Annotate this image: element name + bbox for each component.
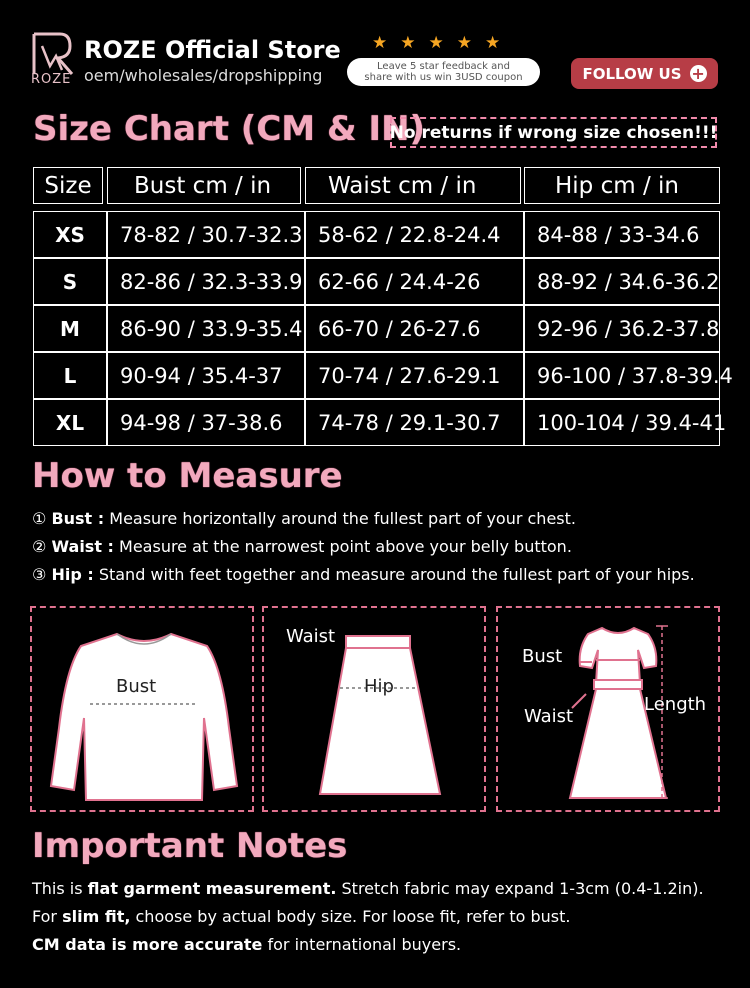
header-bust: Bust cm / in xyxy=(107,167,301,204)
star-icon: ★ xyxy=(428,33,444,53)
top-measure-figure xyxy=(30,606,254,812)
instruction-bust xyxy=(32,509,576,528)
store-name: ROZE Official Store xyxy=(84,36,341,64)
header-size: Size xyxy=(33,167,103,204)
star-icon: ★ xyxy=(372,33,388,53)
instruction-hip xyxy=(32,565,695,584)
note-text: For xyxy=(32,907,63,926)
top-bust-label: Bust xyxy=(116,676,157,697)
skirt-measure-figure xyxy=(262,606,486,812)
follow-us-label: FOLLOW US xyxy=(582,64,682,83)
star-icon: ★ xyxy=(400,33,416,53)
instruction-label: Hip : xyxy=(51,565,94,584)
important-notes-title: Important Notes xyxy=(32,826,348,866)
feedback-line-2: share with us win 3USD coupon xyxy=(364,72,523,83)
instruction-text: Measure horizontally around the fullest part of your chest. xyxy=(104,509,576,528)
header-hip: Hip cm / in xyxy=(524,167,720,204)
note-bold: CM data is more accurate xyxy=(32,935,263,954)
instruction-waist xyxy=(32,537,572,556)
return-warning: No returns if wrong size chosen!!! xyxy=(390,117,717,148)
bust-value-cell: 86-90 / 33.9-35.4 xyxy=(107,305,305,352)
size-label-cell: L xyxy=(33,352,107,399)
long-sleeve-top-icon xyxy=(32,608,256,814)
feedback-banner xyxy=(347,58,540,86)
waist-value-cell: 62-66 / 24.4-26 xyxy=(305,258,524,305)
note-line-2 xyxy=(32,907,570,926)
instruction-number: ② xyxy=(32,537,47,556)
instruction-text: Measure at the narrowest point above your belly button. xyxy=(113,537,572,556)
waist-value-cell: 66-70 / 26-27.6 xyxy=(305,305,524,352)
skirt-waist-label: Waist xyxy=(286,626,336,647)
instruction-text: Stand with feet together and measure around the fullest part of your hips. xyxy=(93,565,695,584)
dress-measure-figure xyxy=(496,606,720,812)
dress-waist-label: Waist xyxy=(524,706,574,727)
skirt-hip-label: Hip xyxy=(364,676,394,697)
bust-value-cell: 94-98 / 37-38.6 xyxy=(107,399,305,446)
instruction-label: Bust : xyxy=(51,509,105,528)
follow-us-button[interactable] xyxy=(571,58,718,89)
instruction-number: ① xyxy=(32,509,47,528)
instruction-label: Waist : xyxy=(51,537,114,556)
bust-value-cell: 78-82 / 30.7-32.3 xyxy=(107,211,305,258)
feedback-line-1: Leave 5 star feedback and xyxy=(377,61,510,72)
how-to-measure-title: How to Measure xyxy=(32,456,343,496)
note-line-3 xyxy=(32,935,461,954)
waist-value-cell: 58-62 / 22.8-24.4 xyxy=(305,211,524,258)
waist-value-cell: 74-78 / 29.1-30.7 xyxy=(305,399,524,446)
store-subtitle: oem/wholesales/dropshipping xyxy=(84,66,323,85)
note-text: This is xyxy=(32,879,88,898)
star-icon: ★ xyxy=(485,33,501,53)
size-label-cell: S xyxy=(33,258,107,305)
waist-value-cell: 70-74 / 27.6-29.1 xyxy=(305,352,524,399)
note-text: Stretch fabric may expand 1-3cm (0.4-1.2in). xyxy=(336,879,704,898)
size-label-cell: XS xyxy=(33,211,107,258)
header-waist: Waist cm / in xyxy=(305,167,521,204)
size-label-cell: M xyxy=(33,305,107,352)
bust-value-cell: 82-86 / 32.3-33.9 xyxy=(107,258,305,305)
hip-value-cell: 96-100 / 37.8-39.4 xyxy=(524,352,720,399)
note-bold: slim fit, xyxy=(62,907,131,926)
note-text: choose by actual body size. For loose fit, refer to bust. xyxy=(130,907,571,926)
hip-value-cell: 84-88 / 33-34.6 xyxy=(524,211,720,258)
instruction-number: ③ xyxy=(32,565,47,584)
dress-length-label: Length xyxy=(644,694,707,715)
hip-value-cell: 92-96 / 36.2-37.8 xyxy=(524,305,720,352)
hip-value-cell: 88-92 / 34.6-36.2 xyxy=(524,258,720,305)
note-bold: flat garment measurement. xyxy=(87,879,337,898)
size-label-cell: XL xyxy=(33,399,107,446)
star-rating xyxy=(372,35,500,52)
plus-icon: + xyxy=(691,64,705,83)
note-text: for international buyers. xyxy=(262,935,462,954)
dress-bust-label: Bust xyxy=(522,646,563,667)
star-icon: ★ xyxy=(456,33,472,53)
note-line-1 xyxy=(32,879,704,898)
bust-value-cell: 90-94 / 35.4-37 xyxy=(107,352,305,399)
size-chart-title: Size Chart (CM & IN) xyxy=(33,109,426,149)
hip-value-cell: 100-104 / 39.4-41 xyxy=(524,399,720,446)
logo-text: ROZE xyxy=(31,72,72,87)
